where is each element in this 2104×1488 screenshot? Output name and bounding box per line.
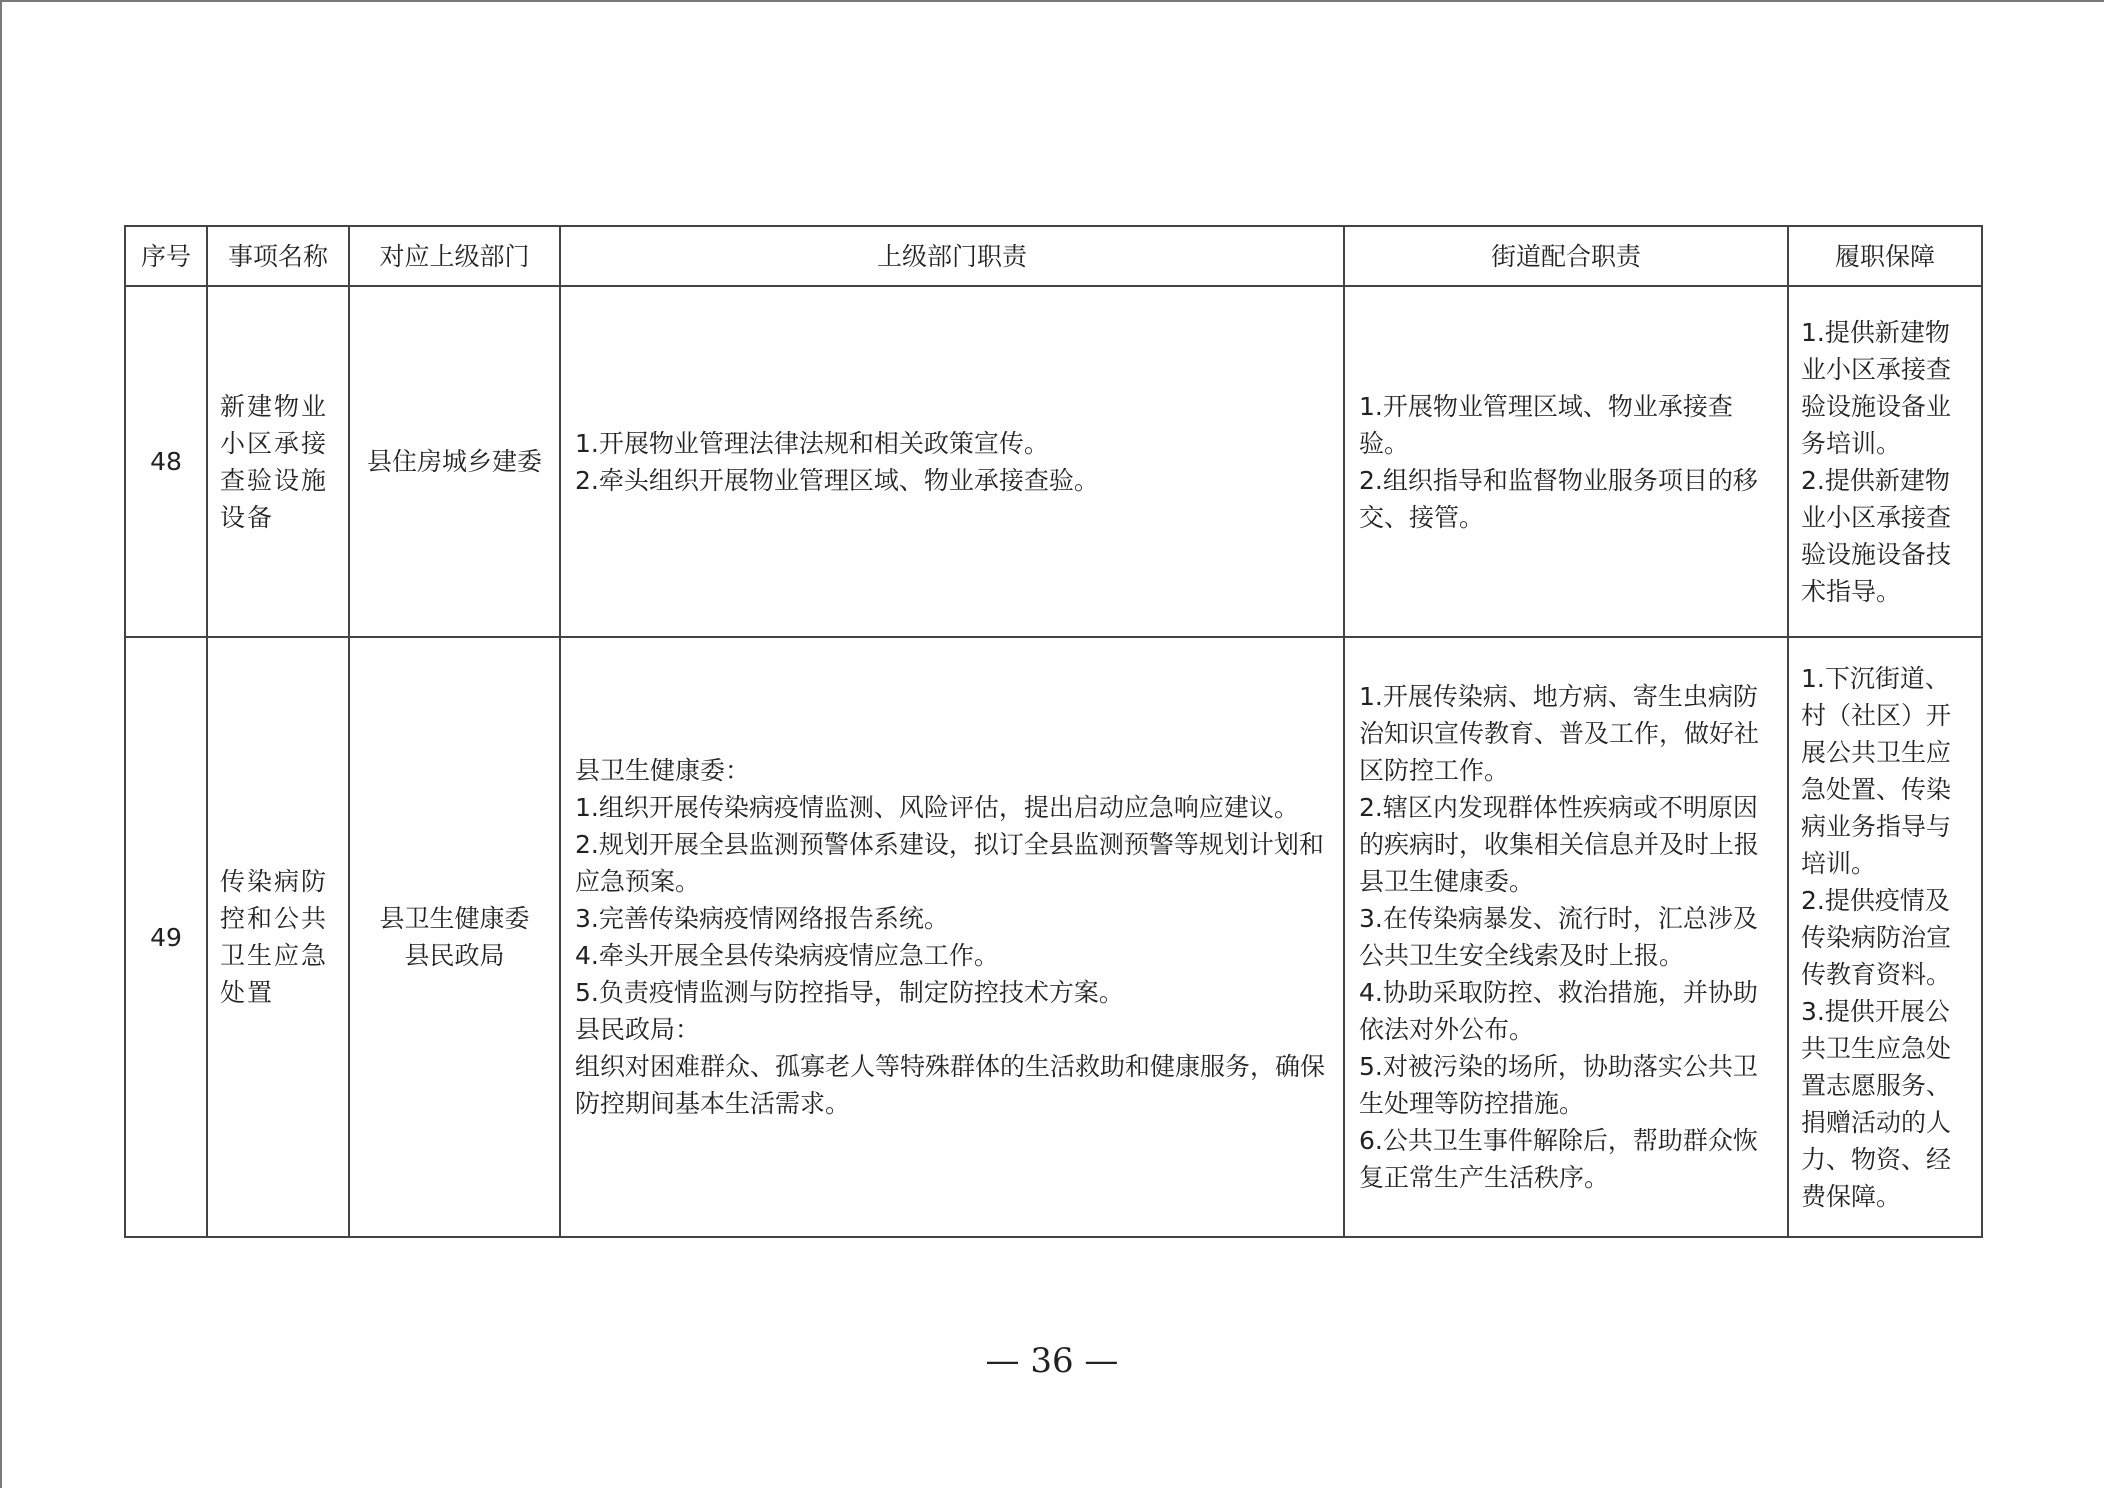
row-guarantee (1788, 286, 1982, 637)
row-street-duties (1344, 286, 1788, 637)
table-row (125, 637, 1982, 1237)
row-upper-duties (560, 637, 1344, 1237)
row-seq: 48 (125, 286, 207, 637)
table-body (125, 286, 1982, 1237)
header-street-duties: 街道配合职责 (1344, 226, 1788, 286)
duty-line: 1.开展物业管理区域、物业承接查验。 (1359, 391, 1733, 458)
guarantee-line: 2.提供疫情及传染病防治宣传教育资料。 (1801, 885, 1952, 989)
duty-line: 6.公共卫生事件解除后，帮助群众恢复正常生产生活秩序。 (1359, 1126, 1758, 1192)
dept-line: 县住房城乡建委 (366, 447, 542, 476)
dept-line: 县卫生健康委 (379, 904, 530, 933)
row-dept (349, 637, 560, 1237)
duty-line: 1.开展传染病、地方病、寄生虫病防治知识宣传教育、普及工作，做好社区防控工作。 (1359, 682, 1760, 785)
duty-line: 县民政局： (575, 1015, 701, 1044)
duty-line: 2.辖区内发现群体性疾病或不明原因的疾病时，收集相关信息并及时上报县卫生健康委。 (1359, 793, 1760, 896)
dept-line: 县民政局 (404, 941, 505, 970)
header-dept: 对应上级部门 (349, 226, 560, 286)
table-row (125, 286, 1982, 637)
page-number: — 36 — (985, 1341, 1119, 1381)
table-header (125, 226, 1982, 286)
duty-line: 5.对被污染的场所，协助落实公共卫生处理等防控措施。 (1359, 1052, 1758, 1118)
row-street-duties (1344, 637, 1788, 1237)
duty-table (124, 225, 1983, 1238)
row-item-name: 传染病防控和公共卫生应急处置 (207, 637, 349, 1237)
duty-line: 2.组织指导和监督物业服务项目的移交、接管。 (1359, 465, 1758, 532)
duty-line: 5.负责疫情监测与防控指导，制定防控技术方案。 (575, 978, 1124, 1007)
duty-line: 2.规划开展全县监测预警体系建设，拟订全县监测预警等规划计划和应急预案。 (575, 830, 1324, 896)
guarantee-line: 1.提供新建物业小区承接查验设施设备业务培训。 (1801, 317, 1952, 458)
header-guarantee: 履职保障 (1788, 226, 1982, 286)
duty-line: 4.协助采取防控、救治措施，并协助依法对外公布。 (1359, 978, 1758, 1044)
duty-line: 县卫生健康委： (575, 756, 751, 785)
row-guarantee (1788, 637, 1982, 1237)
header-row (125, 226, 1982, 286)
row-seq: 49 (125, 637, 207, 1237)
duty-line: 1.组织开展传染病疫情监测、风险评估，提出启动应急响应建议。 (575, 793, 1299, 822)
guarantee-line: 2.提供新建物业小区承接查验设施设备技术指导。 (1801, 465, 1952, 606)
row-dept (349, 286, 560, 637)
header-upper-duties: 上级部门职责 (560, 226, 1344, 286)
header-name: 事项名称 (207, 226, 349, 286)
duty-line: 3.在传染病暴发、流行时，汇总涉及公共卫生安全线索及时上报。 (1359, 904, 1758, 970)
duty-line: 2.牵头组织开展物业管理区域、物业承接查验。 (575, 465, 1099, 495)
header-seq: 序号 (125, 226, 207, 286)
row-item-name: 新建物业小区承接查验设施设备 (207, 286, 349, 637)
guarantee-line: 3.提供开展公共卫生应急处置志愿服务、捐赠活动的人力、物资、经费保障。 (1801, 996, 1952, 1211)
duty-line: 1.开展物业管理法律法规和相关政策宣传。 (575, 428, 1049, 458)
duty-line: 3.完善传染病疫情网络报告系统。 (575, 904, 949, 933)
duty-line: 组织对困难群众、孤寡老人等特殊群体的生活救助和健康服务，确保防控期间基本生活需求。 (575, 1052, 1326, 1118)
guarantee-line: 1.下沉街道、村（社区）开展公共卫生应急处置、传染病业务指导与培训。 (1801, 663, 1952, 878)
row-upper-duties (560, 286, 1344, 637)
duty-line: 4.牵头开展全县传染病疫情应急工作。 (575, 941, 999, 970)
